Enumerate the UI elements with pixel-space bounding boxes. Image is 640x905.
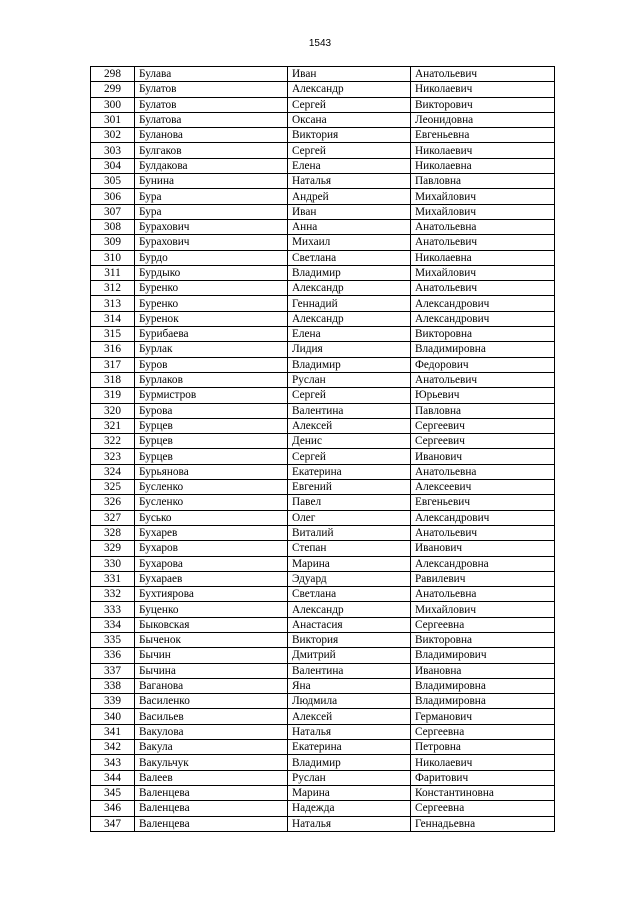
last-name-cell: Бурдо [135,250,288,265]
table-row [91,189,555,204]
last-name-cell: Буланова [135,128,288,143]
first-name-cell: Руслан [288,372,411,387]
row-number-cell: 329 [91,541,135,556]
patronymic-cell: Михайлович [411,602,555,617]
table-row [91,510,555,525]
patronymic-cell: Иванович [411,541,555,556]
first-name-cell: Марина [288,556,411,571]
patronymic-cell: Равилевич [411,571,555,586]
last-name-cell: Васильев [135,709,288,724]
last-name-cell: Булатов [135,82,288,97]
table-row [91,678,555,693]
first-name-cell: Эдуард [288,571,411,586]
row-number-cell: 327 [91,510,135,525]
table-row [91,770,555,785]
patronymic-cell: Александрович [411,510,555,525]
row-number-cell: 302 [91,128,135,143]
row-number-cell: 301 [91,112,135,127]
row-number-cell: 316 [91,342,135,357]
table-row [91,587,555,602]
last-name-cell: Булгаков [135,143,288,158]
row-number-cell: 305 [91,174,135,189]
first-name-cell: Евгений [288,480,411,495]
row-number-cell: 306 [91,189,135,204]
patronymic-cell: Евгеньевна [411,128,555,143]
first-name-cell: Дмитрий [288,648,411,663]
last-name-cell: Бурахович [135,219,288,234]
table-row [91,204,555,219]
first-name-cell: Екатерина [288,740,411,755]
table-row [91,388,555,403]
first-name-cell: Алексей [288,709,411,724]
last-name-cell: Буров [135,357,288,372]
patronymic-cell: Викторовна [411,327,555,342]
last-name-cell: Бунина [135,174,288,189]
row-number-cell: 345 [91,785,135,800]
first-name-cell: Андрей [288,189,411,204]
last-name-cell: Булава [135,67,288,82]
last-name-cell: Вакула [135,740,288,755]
row-number-cell: 337 [91,663,135,678]
patronymic-cell: Александровна [411,556,555,571]
last-name-cell: Валенцева [135,816,288,831]
table-row [91,480,555,495]
row-number-cell: 331 [91,571,135,586]
first-name-cell: Александр [288,602,411,617]
table-row [91,663,555,678]
last-name-cell: Бурахович [135,235,288,250]
patronymic-cell: Сергеевна [411,617,555,632]
name-table [90,66,555,832]
table-row [91,67,555,82]
first-name-cell: Виктория [288,632,411,647]
first-name-cell: Виктория [288,128,411,143]
row-number-cell: 343 [91,755,135,770]
first-name-cell: Степан [288,541,411,556]
first-name-cell: Виталий [288,525,411,540]
first-name-cell: Оксана [288,112,411,127]
table-row [91,785,555,800]
row-number-cell: 298 [91,67,135,82]
first-name-cell: Сергей [288,449,411,464]
last-name-cell: Быковская [135,617,288,632]
last-name-cell: Бурмистров [135,388,288,403]
last-name-cell: Вакульчук [135,755,288,770]
first-name-cell: Павел [288,495,411,510]
patronymic-cell: Ивановна [411,663,555,678]
first-name-cell: Людмила [288,694,411,709]
patronymic-cell: Павловна [411,403,555,418]
first-name-cell: Алексей [288,418,411,433]
first-name-cell: Наталья [288,174,411,189]
patronymic-cell: Анатольевич [411,372,555,387]
table-row [91,709,555,724]
table-row [91,801,555,816]
row-number-cell: 326 [91,495,135,510]
last-name-cell: Валеев [135,770,288,785]
last-name-cell: Василенко [135,694,288,709]
table-row [91,755,555,770]
row-number-cell: 346 [91,801,135,816]
patronymic-cell: Владимировна [411,342,555,357]
patronymic-cell: Федорович [411,357,555,372]
table-row [91,82,555,97]
last-name-cell: Буценко [135,602,288,617]
last-name-cell: Бусько [135,510,288,525]
first-name-cell: Михаил [288,235,411,250]
table-row [91,495,555,510]
last-name-cell: Бурьянова [135,464,288,479]
first-name-cell: Иван [288,204,411,219]
table-row [91,418,555,433]
row-number-cell: 330 [91,556,135,571]
patronymic-cell: Иванович [411,449,555,464]
patronymic-cell: Анатольевна [411,219,555,234]
patronymic-cell: Евгеньевич [411,495,555,510]
table-row [91,265,555,280]
row-number-cell: 313 [91,296,135,311]
first-name-cell: Александр [288,311,411,326]
patronymic-cell: Владимировна [411,694,555,709]
table-row [91,372,555,387]
table-row [91,250,555,265]
table-row [91,541,555,556]
patronymic-cell: Петровна [411,740,555,755]
last-name-cell: Бычин [135,648,288,663]
row-number-cell: 322 [91,434,135,449]
first-name-cell: Иван [288,67,411,82]
last-name-cell: Бухарова [135,556,288,571]
patronymic-cell: Сергеевна [411,724,555,739]
row-number-cell: 310 [91,250,135,265]
table-body [91,67,555,832]
first-name-cell: Владимир [288,755,411,770]
patronymic-cell: Юрьевич [411,388,555,403]
row-number-cell: 334 [91,617,135,632]
row-number-cell: 307 [91,204,135,219]
patronymic-cell: Николаевна [411,250,555,265]
first-name-cell: Руслан [288,770,411,785]
last-name-cell: Бурдыко [135,265,288,280]
first-name-cell: Сергей [288,97,411,112]
row-number-cell: 335 [91,632,135,647]
last-name-cell: Бурцев [135,418,288,433]
table-row [91,740,555,755]
table-row [91,357,555,372]
last-name-cell: Бурова [135,403,288,418]
first-name-cell: Надежда [288,801,411,816]
first-name-cell: Анастасия [288,617,411,632]
table-row [91,219,555,234]
patronymic-cell: Сергеевич [411,418,555,433]
last-name-cell: Бурлаков [135,372,288,387]
row-number-cell: 324 [91,464,135,479]
last-name-cell: Булатов [135,97,288,112]
first-name-cell: Владимир [288,265,411,280]
table-row [91,235,555,250]
last-name-cell: Буренко [135,296,288,311]
row-number-cell: 341 [91,724,135,739]
patronymic-cell: Константиновна [411,785,555,800]
patronymic-cell: Анатольевна [411,587,555,602]
last-name-cell: Бусленко [135,495,288,510]
table-row [91,112,555,127]
patronymic-cell: Фаритович [411,770,555,785]
table-row [91,311,555,326]
first-name-cell: Денис [288,434,411,449]
patronymic-cell: Леонидовна [411,112,555,127]
first-name-cell: Марина [288,785,411,800]
table-row [91,158,555,173]
patronymic-cell: Николаевич [411,755,555,770]
patronymic-cell: Павловна [411,174,555,189]
patronymic-cell: Владимирович [411,648,555,663]
patronymic-cell: Николаевич [411,82,555,97]
first-name-cell: Валентина [288,663,411,678]
row-number-cell: 338 [91,678,135,693]
patronymic-cell: Геннадьевна [411,816,555,831]
table-row [91,342,555,357]
patronymic-cell: Михайлович [411,265,555,280]
page-number: 1543 [308,38,332,49]
row-number-cell: 312 [91,281,135,296]
table-row [91,632,555,647]
patronymic-cell: Анатольевна [411,464,555,479]
last-name-cell: Бурлак [135,342,288,357]
first-name-cell: Елена [288,327,411,342]
table-row [91,174,555,189]
last-name-cell: Бурцев [135,449,288,464]
first-name-cell: Анна [288,219,411,234]
first-name-cell: Екатерина [288,464,411,479]
patronymic-cell: Анатольевич [411,281,555,296]
row-number-cell: 319 [91,388,135,403]
table-row [91,296,555,311]
last-name-cell: Валенцева [135,801,288,816]
first-name-cell: Яна [288,678,411,693]
first-name-cell: Елена [288,158,411,173]
patronymic-cell: Владимировна [411,678,555,693]
patronymic-cell: Германович [411,709,555,724]
table-row [91,143,555,158]
row-number-cell: 320 [91,403,135,418]
patronymic-cell: Анатольевич [411,235,555,250]
first-name-cell: Сергей [288,388,411,403]
row-number-cell: 339 [91,694,135,709]
table-row [91,449,555,464]
table-row [91,571,555,586]
patronymic-cell: Сергеевна [411,801,555,816]
last-name-cell: Булатова [135,112,288,127]
row-number-cell: 328 [91,525,135,540]
first-name-cell: Наталья [288,816,411,831]
row-number-cell: 325 [91,480,135,495]
table-row [91,617,555,632]
patronymic-cell: Николаевна [411,158,555,173]
patronymic-cell: Сергеевич [411,434,555,449]
last-name-cell: Буренок [135,311,288,326]
table-row [91,281,555,296]
last-name-cell: Валенцева [135,785,288,800]
last-name-cell: Быченок [135,632,288,647]
row-number-cell: 303 [91,143,135,158]
last-name-cell: Бура [135,204,288,219]
row-number-cell: 347 [91,816,135,831]
row-number-cell: 321 [91,418,135,433]
row-number-cell: 332 [91,587,135,602]
table-row [91,464,555,479]
patronymic-cell: Анатольевич [411,525,555,540]
last-name-cell: Бухтиярова [135,587,288,602]
table-row [91,97,555,112]
first-name-cell: Лидия [288,342,411,357]
patronymic-cell: Михайлович [411,204,555,219]
table-row [91,525,555,540]
row-number-cell: 309 [91,235,135,250]
last-name-cell: Бухаров [135,541,288,556]
row-number-cell: 304 [91,158,135,173]
patronymic-cell: Михайлович [411,189,555,204]
last-name-cell: Ваганова [135,678,288,693]
first-name-cell: Олег [288,510,411,525]
first-name-cell: Александр [288,281,411,296]
first-name-cell: Сергей [288,143,411,158]
row-number-cell: 299 [91,82,135,97]
first-name-cell: Геннадий [288,296,411,311]
first-name-cell: Светлана [288,250,411,265]
first-name-cell: Светлана [288,587,411,602]
first-name-cell: Александр [288,82,411,97]
last-name-cell: Бычина [135,663,288,678]
row-number-cell: 317 [91,357,135,372]
table-row [91,403,555,418]
patronymic-cell: Анатольевич [411,67,555,82]
table-row [91,602,555,617]
table-row [91,434,555,449]
last-name-cell: Булдакова [135,158,288,173]
last-name-cell: Бусленко [135,480,288,495]
row-number-cell: 300 [91,97,135,112]
patronymic-cell: Викторович [411,97,555,112]
row-number-cell: 318 [91,372,135,387]
first-name-cell: Наталья [288,724,411,739]
patronymic-cell: Алексеевич [411,480,555,495]
row-number-cell: 336 [91,648,135,663]
table-row [91,724,555,739]
patronymic-cell: Александрович [411,296,555,311]
patronymic-cell: Николаевич [411,143,555,158]
row-number-cell: 308 [91,219,135,234]
last-name-cell: Бухараев [135,571,288,586]
table-row [91,556,555,571]
last-name-cell: Бухарев [135,525,288,540]
patronymic-cell: Александрович [411,311,555,326]
table-row [91,327,555,342]
last-name-cell: Бура [135,189,288,204]
patronymic-cell: Викторовна [411,632,555,647]
table-row [91,694,555,709]
last-name-cell: Буренко [135,281,288,296]
row-number-cell: 342 [91,740,135,755]
table-row [91,128,555,143]
row-number-cell: 311 [91,265,135,280]
table-row [91,816,555,831]
row-number-cell: 344 [91,770,135,785]
first-name-cell: Владимир [288,357,411,372]
last-name-cell: Вакулова [135,724,288,739]
last-name-cell: Бурибаева [135,327,288,342]
row-number-cell: 314 [91,311,135,326]
row-number-cell: 340 [91,709,135,724]
row-number-cell: 323 [91,449,135,464]
first-name-cell: Валентина [288,403,411,418]
row-number-cell: 315 [91,327,135,342]
last-name-cell: Бурцев [135,434,288,449]
row-number-cell: 333 [91,602,135,617]
table-row [91,648,555,663]
